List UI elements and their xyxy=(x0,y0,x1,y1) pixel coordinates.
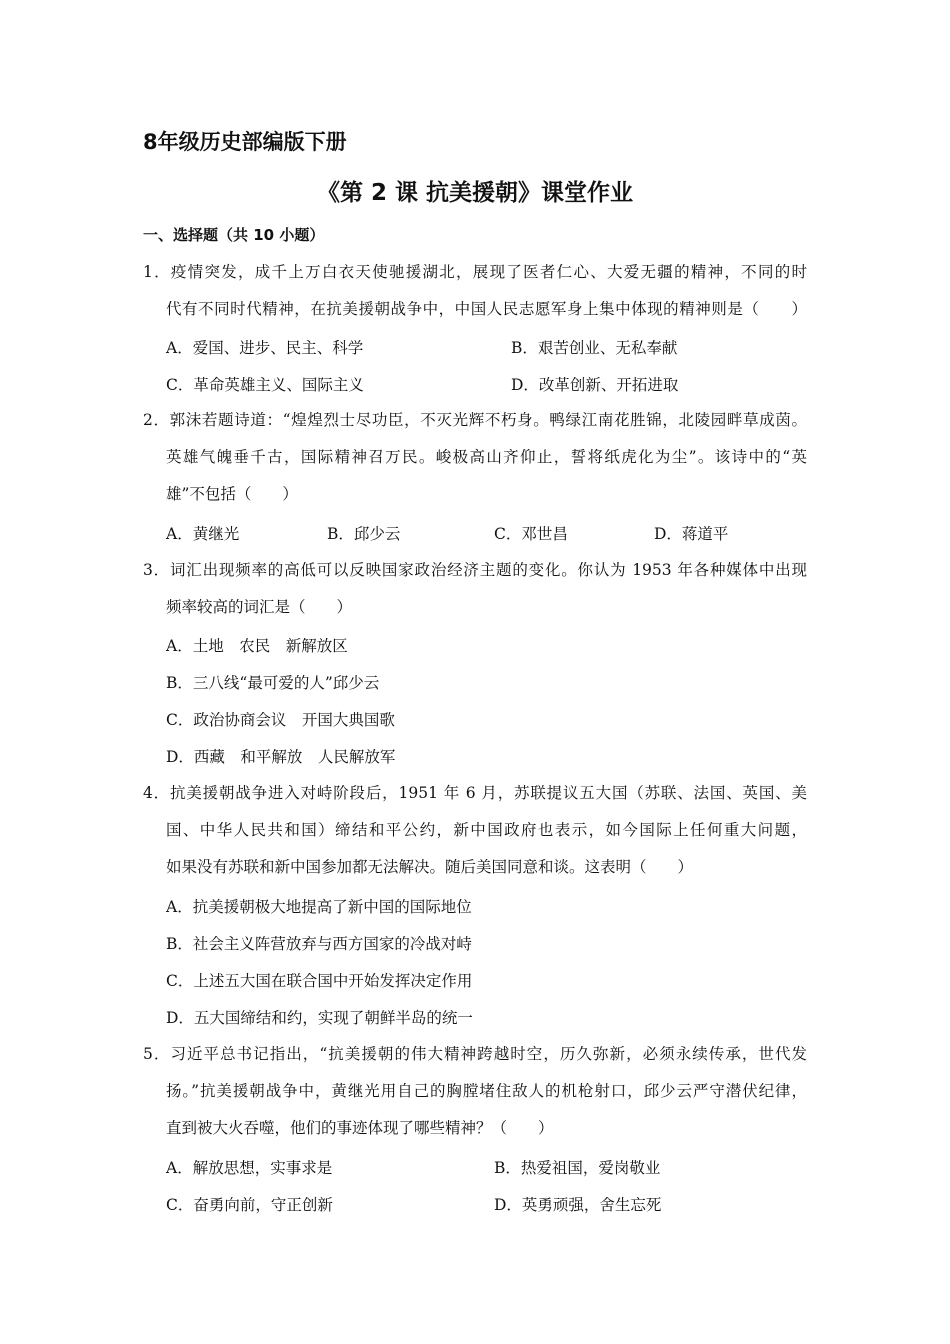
question-3-line-2: 频率较高的词汇是（ ） xyxy=(166,598,353,616)
question-1-line-2: 代有不同时代精神，在抗美援朝战争中，中国人民志愿军身上集中体现的精神则是（ ） xyxy=(166,300,807,318)
question-5-line-2: 扬。”抗美援朝战争中，黄继光用自己的胸膛堵住敌人的机枪射口，邱少云严守潜伏纪律， xyxy=(166,1082,807,1100)
question-5-option-c: C．奋勇向前，守正创新 xyxy=(166,1196,333,1214)
question-1-line-1: 1．疫情突发，成千上万白衣天使驰援湖北，展现了医者仁心、大爱无疆的精神，不同的时 xyxy=(143,263,807,281)
question-1-option-b: B．艰苦创业、无私奉献 xyxy=(511,339,678,357)
question-3-option-a: A．土地 农民 新解放区 xyxy=(166,637,348,655)
question-5-option-a: A．解放思想，实事求是 xyxy=(166,1159,333,1177)
question-2-line-2: 英雄气魄垂千古，国际精神召万民。峻极高山齐仰止，誓将纸虎化为尘”。该诗中的“英 xyxy=(166,448,807,466)
question-4-line-1: 4．抗美援朝战争进入对峙阶段后，1951 年 6 月，苏联提议五大国（苏联、法国、英国、美 xyxy=(143,784,807,802)
question-1-option-d: D．改革创新、开拓进取 xyxy=(511,376,679,394)
question-4-option-d: D．五大国缔结和约，实现了朝鲜半岛的统一 xyxy=(166,1009,473,1027)
question-4-option-a: A．抗美援朝极大地提高了新中国的国际地位 xyxy=(166,898,472,916)
question-5-option-b: B．热爱祖国，爱岗敬业 xyxy=(494,1159,661,1177)
question-2-option-a: A．黄继光 xyxy=(166,525,240,543)
question-2-option-d: D．蒋道平 xyxy=(654,525,729,543)
question-4-option-c: C．上述五大国在联合国中开始发挥决定作用 xyxy=(166,972,473,990)
question-2-line-3: 雄”不包括（ ） xyxy=(166,485,298,503)
question-1-option-c: C．革命英雄主义、国际主义 xyxy=(166,376,364,394)
question-4-line-3: 如果没有苏联和新中国参加都无法解决。随后美国同意和谈。这表明（ ） xyxy=(166,858,694,876)
question-2-line-1: 2．郭沫若题诗道：“煌煌烈士尽功臣，不灭光辉不朽身。鸭绿江南花胜锦，北陵园畔草成茵。 xyxy=(143,411,807,429)
question-2-option-c: C．邓世昌 xyxy=(494,525,568,543)
question-4-option-b: B．社会主义阵营放弃与西方国家的冷战对峙 xyxy=(166,935,472,953)
question-1-option-a: A．爱国、进步、民主、科学 xyxy=(166,339,364,357)
question-4-line-2: 国、中华人民共和国）缔结和平公约，新中国政府也表示，如今国际上任何重大问题， xyxy=(166,821,807,839)
question-3-option-d: D．西藏 和平解放 人民解放军 xyxy=(166,748,396,766)
section-title: 一、选择题（共 10 小题） xyxy=(143,226,325,244)
question-3-line-1: 3．词汇出现频率的高低可以反映国家政治经济主题的变化。你认为 1953 年各种媒体中出现 xyxy=(143,561,807,579)
question-5-line-1: 5．习近平总书记指出，“抗美援朝的伟大精神跨越时空，历久弥新，必须永续传承，世代发 xyxy=(143,1045,807,1063)
question-2-option-b: B．邱少云 xyxy=(327,525,401,543)
lesson-title: 《第 2 课 抗美援朝》课堂作业 xyxy=(316,180,634,206)
grade-title: 8年级历史部编版下册 xyxy=(143,130,347,154)
question-5-option-d: D．英勇顽强，舍生忘死 xyxy=(494,1196,662,1214)
question-3-option-b: B．三八线“最可爱的人”邱少云 xyxy=(166,674,380,692)
question-5-line-3: 直到被大火吞噬，他们的事迹体现了哪些精神？（ ） xyxy=(166,1119,554,1137)
question-3-option-c: C．政治协商会议 开国大典国歌 xyxy=(166,711,395,729)
